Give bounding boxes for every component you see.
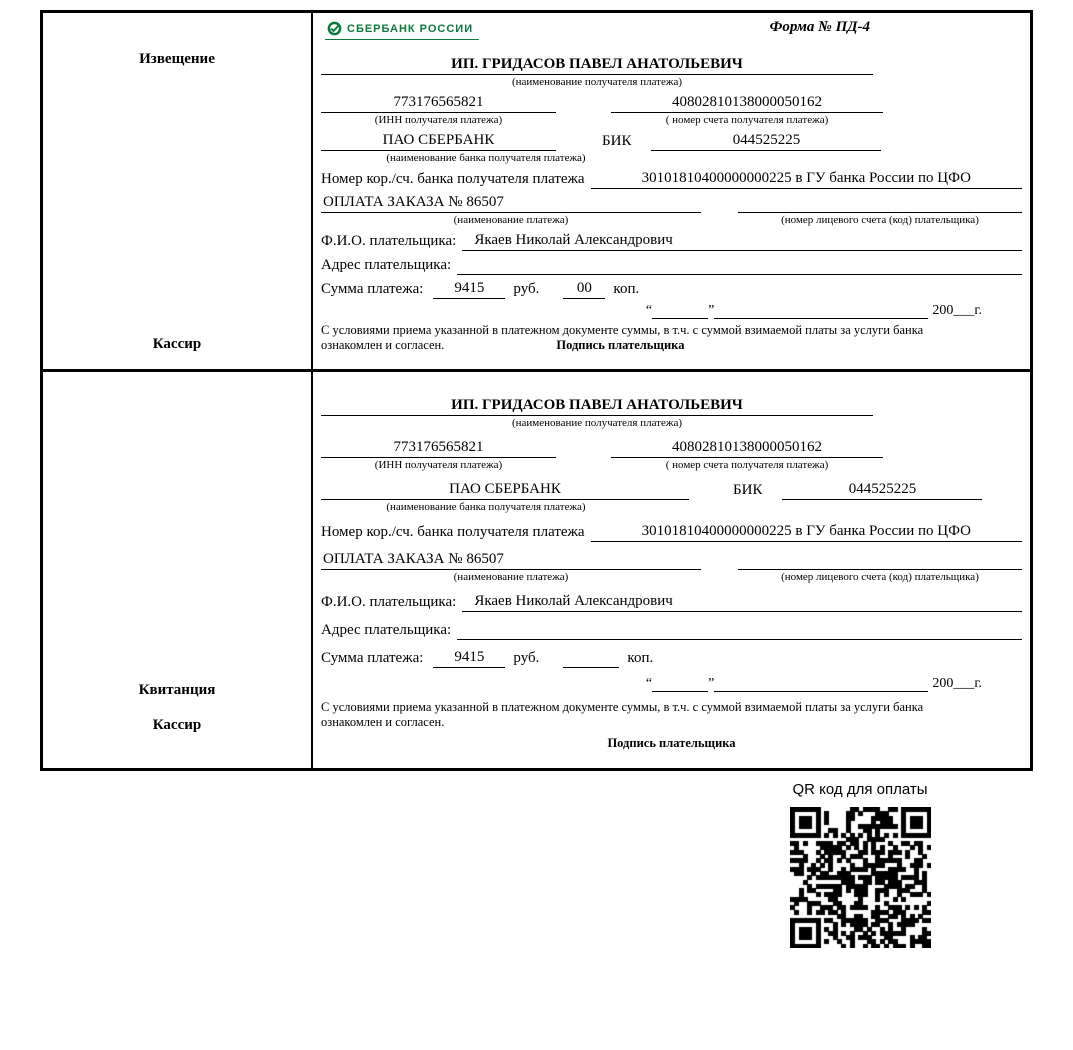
open-quote: “ (645, 303, 653, 318)
bik-value: 044525225 (651, 131, 881, 151)
signature-label: Подпись плательщика (607, 735, 736, 750)
payment-purpose: ОПЛАТА ЗАКАЗА № 86507 (321, 550, 701, 570)
sberbank-logo-text: СБЕРБАНК РОССИИ (347, 22, 474, 35)
recipient-name: ИП. ГРИДАСОВ ПАВЕЛ АНАТОЛЬЕВИЧ (321, 55, 873, 75)
recipient-caption: (наименование получателя платежа) (511, 417, 683, 429)
bik-value: 044525225 (782, 480, 982, 500)
kop-label: коп. (613, 281, 640, 297)
inn-value: 773176565821 (321, 438, 556, 458)
terms-line1: С условиями приема указанной в платежном документе суммы, в т.ч. с суммой взимаемой платы за услуги банка (321, 323, 924, 337)
date-blank-line (652, 304, 708, 319)
close-quote: ” (708, 676, 715, 691)
open-quote: “ (645, 676, 653, 691)
form-header (321, 19, 1022, 51)
payer-name-label: Ф.И.О. плательщика: (321, 233, 457, 249)
account-value: 40802810138000050162 (611, 93, 883, 113)
terms-text (321, 323, 1022, 354)
account-caption: ( номер счета получателя платежа) (665, 459, 829, 471)
account-caption: ( номер счета получателя платежа) (665, 114, 829, 126)
date-line (321, 303, 1022, 319)
payer-name-value: Якаев Николай Александрович (462, 592, 1022, 612)
purpose-caption: (наименование платежа) (453, 571, 569, 583)
personal-account-value (738, 551, 1022, 570)
corr-account-value: 30101810400000000225 в ГУ банка России по ЦФО (591, 522, 1022, 542)
notice-body (313, 13, 1030, 372)
bank-caption: (наименование банка получателя платежа) (386, 501, 586, 513)
payer-address-value (457, 621, 1022, 640)
month-blank-line (714, 304, 928, 319)
payer-address-label: Адрес плательщика: (321, 257, 452, 273)
inn-caption: (ИНН получателя платежа) (374, 459, 503, 471)
rub-label: руб. (513, 281, 540, 297)
payment-form-pd4 (40, 10, 1033, 771)
sum-label: Сумма платежа: (321, 281, 424, 297)
sum-kopeks-value: 00 (563, 279, 605, 299)
inn-value: 773176565821 (321, 93, 556, 113)
payer-address-label: Адрес плательщика: (321, 622, 452, 638)
bank-caption: (наименование банка получателя платежа) (386, 152, 586, 164)
personal-account-value (738, 194, 1022, 213)
receipt-body (313, 372, 1030, 768)
terms-text (321, 700, 1022, 731)
account-value: 40802810138000050162 (611, 438, 883, 458)
recipient-name: ИП. ГРИДАСОВ ПАВЕЛ АНАТОЛЬЕВИЧ (321, 396, 873, 416)
purpose-caption: (наименование платежа) (453, 214, 569, 226)
form-number: Форма № ПД-4 (769, 19, 870, 35)
payment-purpose: ОПЛАТА ЗАКАЗА № 86507 (321, 193, 701, 213)
payer-name-value: Якаев Николай Александрович (462, 231, 1022, 251)
kop-label: коп. (627, 650, 654, 666)
notice-left-cell (43, 13, 313, 372)
inn-caption: (ИНН получателя платежа) (374, 114, 503, 126)
cashier-label-notice: Кассир (152, 336, 202, 352)
bik-label: БИК (733, 482, 763, 498)
sum-label: Сумма платежа: (321, 650, 424, 666)
payer-name-label: Ф.И.О. плательщика: (321, 594, 457, 610)
terms-line2: ознакомлен и согласен. (321, 338, 445, 353)
sberbank-logo (325, 19, 479, 40)
terms-line2: ознакомлен и согласен. (321, 715, 445, 730)
close-quote: ” (708, 303, 715, 318)
bank-name: ПАО СБЕРБАНК (321, 480, 689, 500)
corr-account-label: Номер кор./сч. банка получателя платежа (321, 171, 585, 187)
year-text: 200___г. (932, 303, 982, 318)
cashier-label-receipt: Кассир (152, 717, 202, 733)
rub-label: руб. (513, 650, 540, 666)
sberbank-logo-icon (327, 21, 342, 36)
bik-label: БИК (602, 133, 632, 149)
signature-label: Подпись плательщика (556, 338, 685, 353)
payer-address-value (457, 256, 1022, 275)
terms-line1: С условиями приема указанной в платежном документе суммы, в т.ч. с суммой взимаемой платы за услуги банка (321, 700, 924, 714)
sum-rubles-value: 9415 (433, 648, 505, 668)
date-line (321, 676, 1022, 692)
personal-account-caption: (номер лицевого счета (код) плательщика) (781, 214, 979, 226)
receipt-left-cell (43, 372, 313, 768)
receipt-label: Квитанция (138, 682, 216, 698)
date-blank-line (652, 677, 708, 692)
personal-account-caption: (номер лицевого счета (код) плательщика) (781, 571, 979, 583)
qr-code (790, 807, 931, 948)
qr-label: QR код для оплаты (792, 781, 928, 798)
month-blank-line (714, 677, 928, 692)
corr-account-label: Номер кор./сч. банка получателя платежа (321, 524, 585, 540)
sum-rubles-value: 9415 (433, 279, 505, 299)
qr-section (786, 781, 934, 948)
year-text: 200___г. (932, 676, 982, 691)
corr-account-value: 30101810400000000225 в ГУ банка России по ЦФО (591, 169, 1022, 189)
sum-kopeks-value (563, 649, 619, 668)
bank-name: ПАО СБЕРБАНК (321, 131, 556, 151)
recipient-caption: (наименование получателя платежа) (511, 76, 683, 88)
notice-label: Извещение (139, 51, 215, 67)
